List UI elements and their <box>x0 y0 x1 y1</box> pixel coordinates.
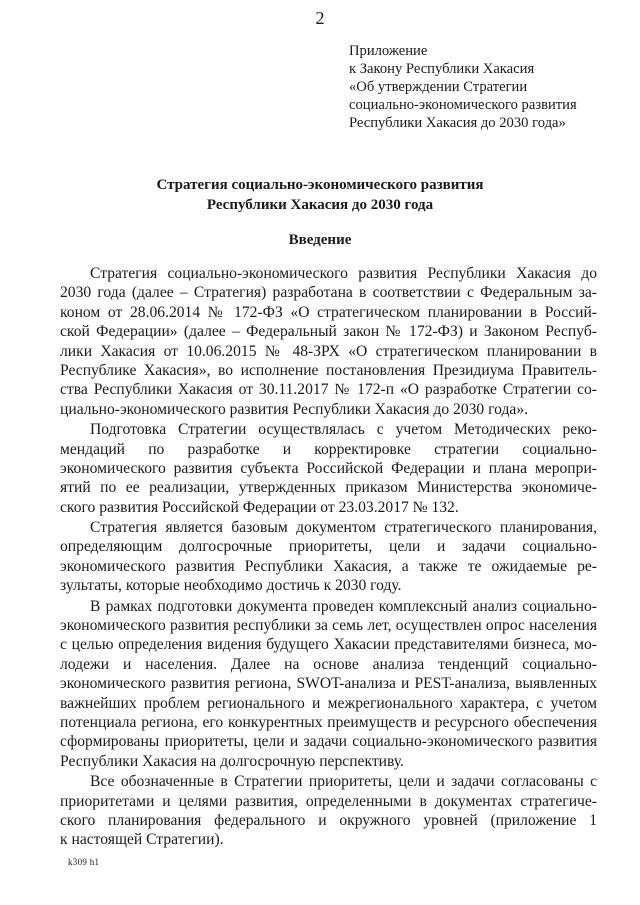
document-title-line: Республики Хакасия до 2030 года <box>206 197 434 213</box>
page-number: 2 <box>315 8 325 28</box>
text-line: Стратегия является базовым документом стратегического планирования, <box>90 519 597 537</box>
text-line: лики Хакасия от 10.06.2015 № 48-ЗРХ «О стратегическом планировании в <box>60 342 597 360</box>
text-line: экономического развития Республики Хакасия, а также те ожидаемые ре- <box>60 557 597 575</box>
text-line: важнейших проблем регионального и межрегионального характера, с учетом <box>60 694 597 712</box>
text-line: с целью определения видения будущего Хакасии представителями бизнеса, мо- <box>60 636 597 654</box>
text-line: мендаций по разработке и корректировке стратегии социально- <box>60 440 597 458</box>
text-line: ского развития Российской Федерации от 23.03.2017 № 132. <box>60 498 459 516</box>
paragraph <box>60 597 597 772</box>
section-heading: Введение <box>288 232 352 248</box>
text-line: определяющим долгосрочные приоритеты, цели и задачи социально- <box>60 538 597 556</box>
paragraph <box>60 518 597 596</box>
text-line: циально-экономического развития Республики Хакасия до 2030 года». <box>60 400 529 418</box>
footer-code: k309 h1 <box>68 857 100 867</box>
text-line: ства Республики Хакасия от 30.11.2017 № 172-п «О разработке Стратегии со- <box>60 381 597 399</box>
text-line: к настоящей Стратегии). <box>60 831 224 849</box>
document-title <box>0 175 640 215</box>
paragraph <box>60 420 597 517</box>
text-line: лодежи и населения. Далее на основе анализа тенденций социально- <box>60 655 597 673</box>
annex-line: Приложение <box>349 43 428 59</box>
text-line: ской Федерации» (далее – Федеральный закон № 172-ФЗ) и Законом Респуб- <box>60 323 597 341</box>
annex-line: Республики Хакасия до 2030 года» <box>349 115 566 131</box>
annex-line: социально-экономического развития <box>349 97 577 113</box>
text-line: приоритетами и целями развития, определенными в документах стратегиче- <box>60 792 597 810</box>
paragraph <box>60 772 597 850</box>
text-line: сформированы приоритеты, цели и задачи социально-экономического развития <box>60 733 597 751</box>
text-line: В рамках подготовки документа проведен комплексный анализ социально- <box>90 597 597 615</box>
text-line: Все обозначенные в Стратегии приоритеты, цели и задачи согласованы с <box>90 773 597 791</box>
text-line: экономического развития региона, SWOT-анализа и PEST-анализа, выявленных <box>60 675 597 693</box>
text-line: ятий по ее реализации, утвержденных приказом Министерства экономиче- <box>60 479 597 497</box>
text-line: Республике Хакасия», во исполнение постановления Президиума Правитель- <box>60 361 597 379</box>
text-line: зультаты, которые необходимо достичь к 2030 году. <box>60 577 402 595</box>
text-line: экономического развития республики за семь лет, осуществлен опрос населения <box>60 617 597 635</box>
text-line: 2030 года (далее – Стратегия) разработана в соответствии с Федеральным за- <box>60 284 597 302</box>
text-line: потенциала региона, его конкурентных преимуществ и ресурсного обеспечения <box>60 713 597 731</box>
annex-block <box>349 42 577 132</box>
text-line: экономического развития субъекта Российской Федерации и плана меропри- <box>60 459 597 477</box>
text-line: Стратегия социально-экономического развития Республики Хакасия до <box>90 265 597 282</box>
text-line: ского планирования федерального и окружного уровней (приложение 1 <box>60 811 597 829</box>
paragraph <box>60 264 597 419</box>
annex-line: к Закону Республики Хакасия <box>349 61 535 77</box>
text-line: Республики Хакасия на долгосрочную перспективу. <box>60 752 404 770</box>
text-line: коном от 28.06.2014 № 172-ФЗ «О стратегическом планировании в Россий- <box>60 303 597 321</box>
document-body <box>60 264 597 851</box>
annex-line: «Об утверждении Стратегии <box>349 79 528 95</box>
text-line: Подготовка Стратегии осуществлялась с учетом Методических реко- <box>90 421 597 439</box>
document-title-line: Стратегия социально-экономического развития <box>156 177 484 193</box>
